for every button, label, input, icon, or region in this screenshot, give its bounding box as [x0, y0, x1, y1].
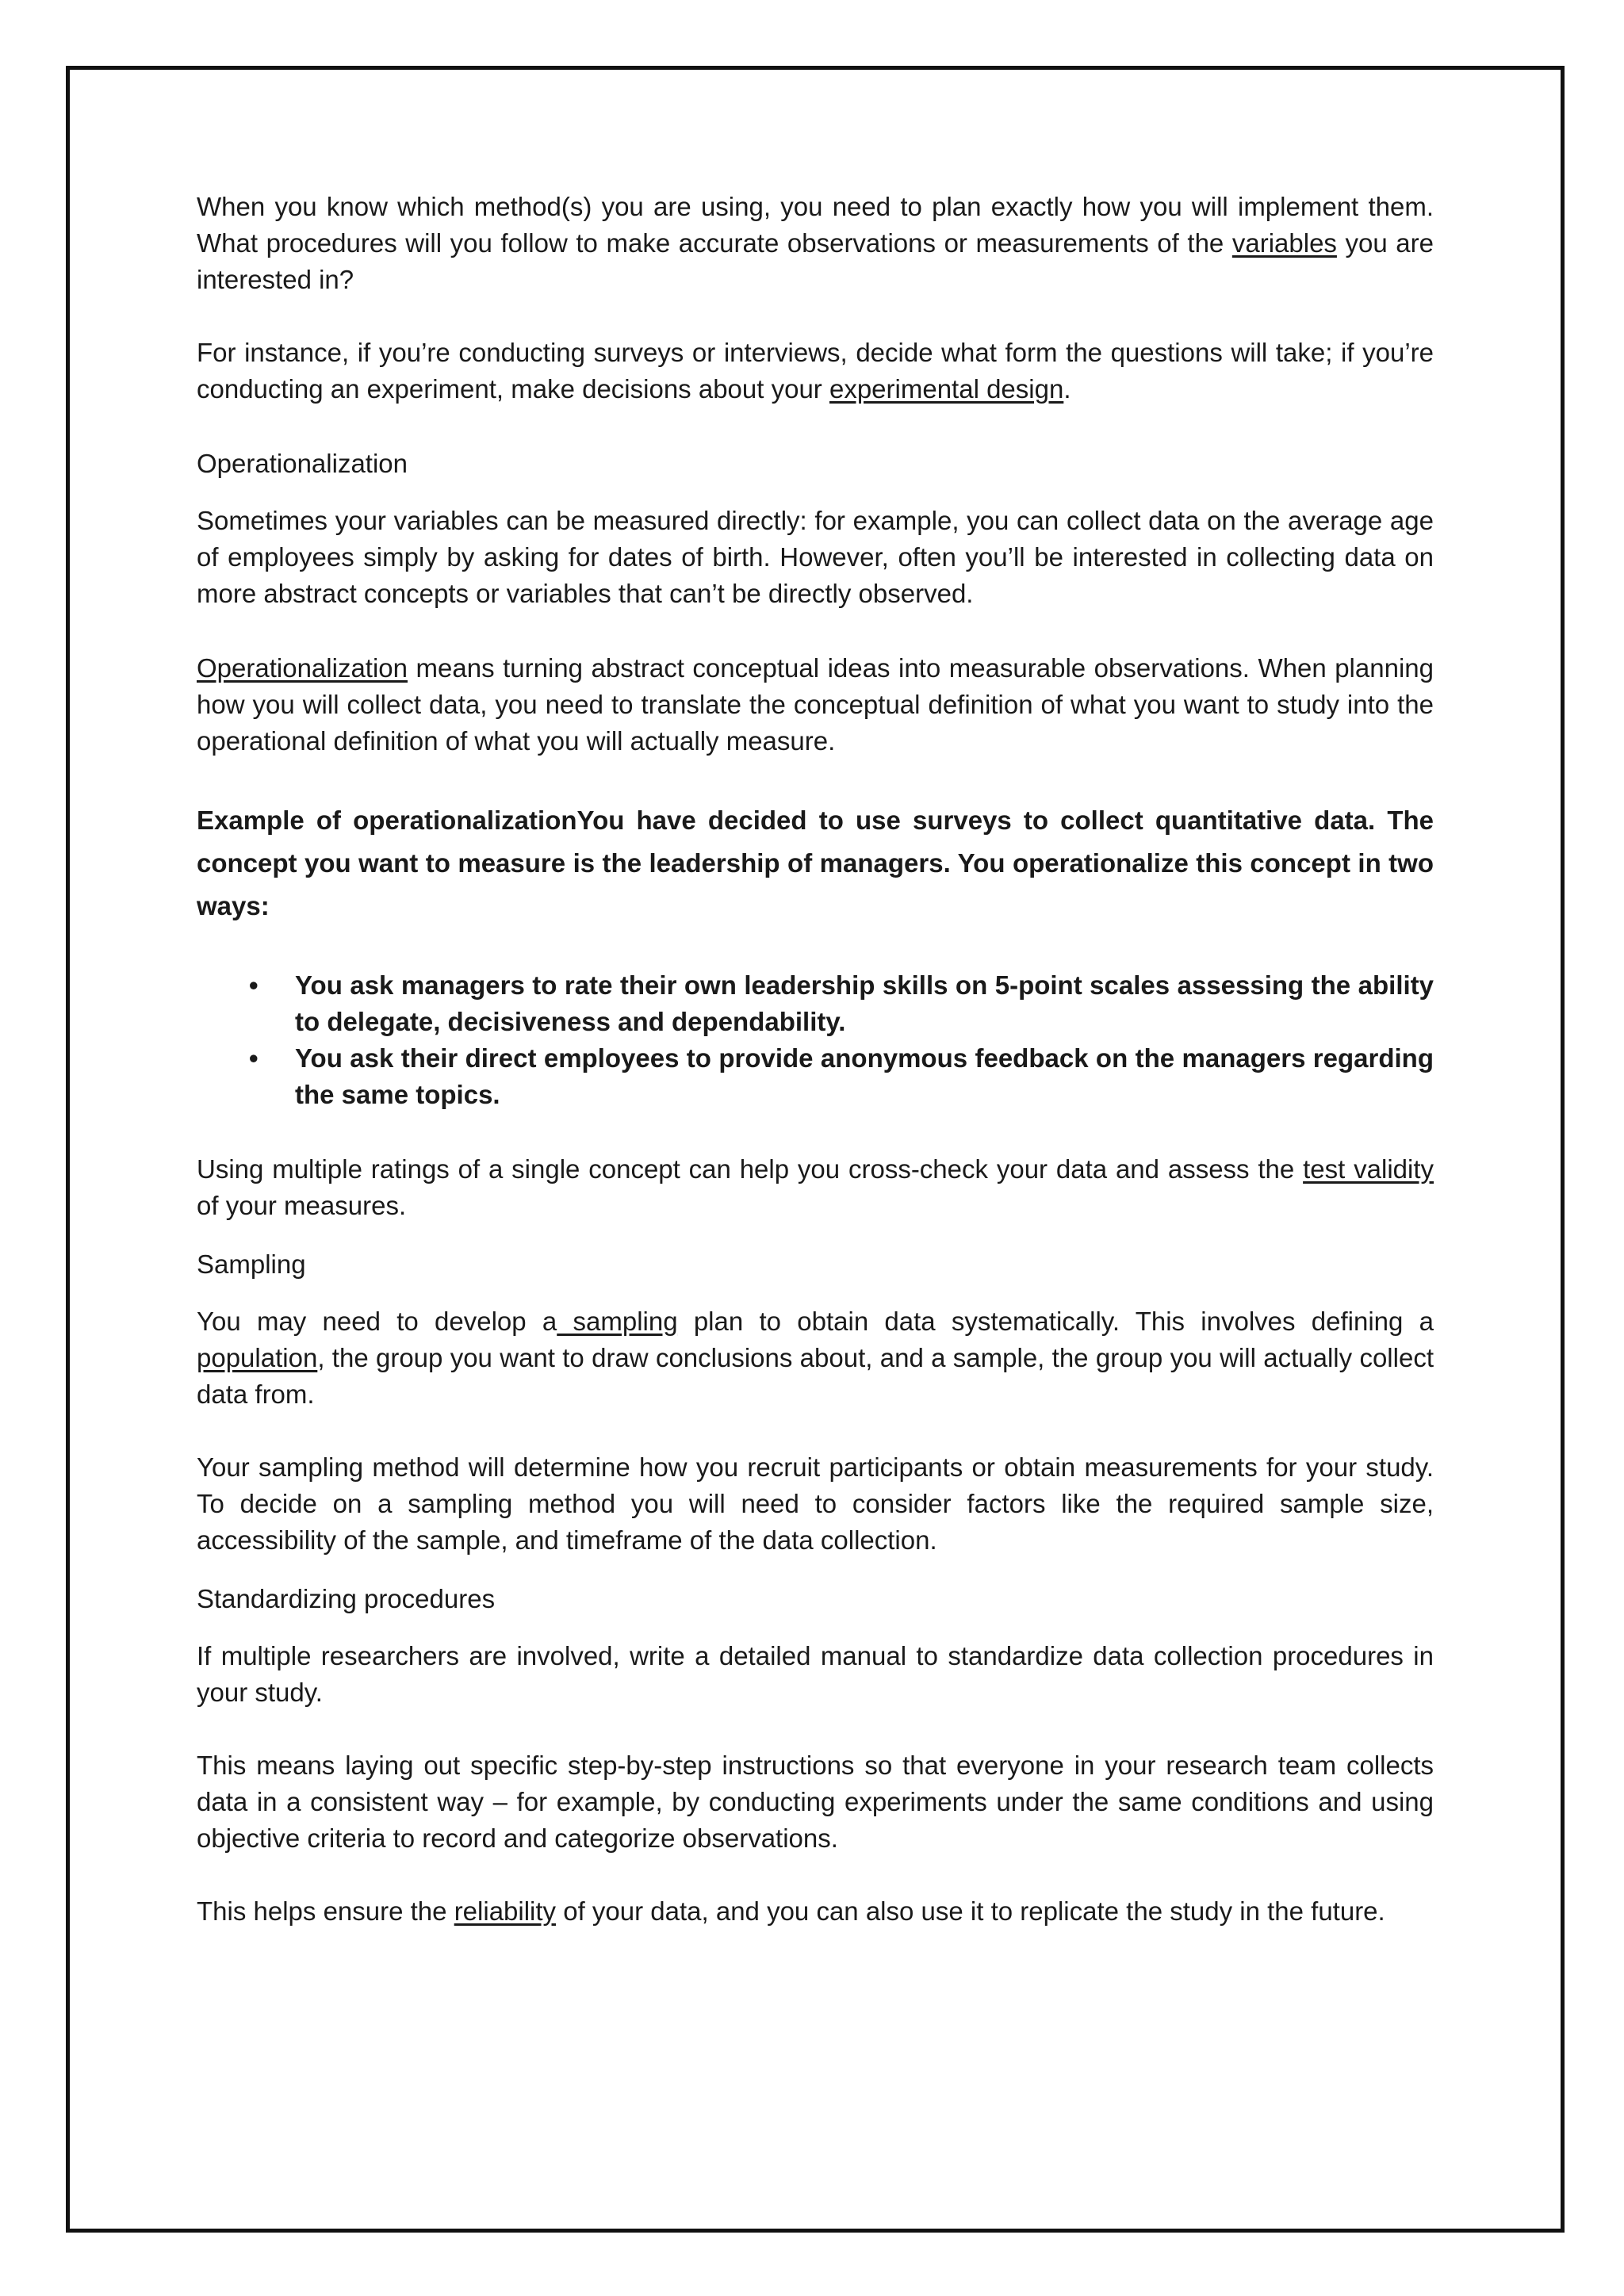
text-span: . — [1063, 374, 1071, 404]
text-span: When you know which method(s) you are using, you need to plan exactly how you will implement them. What procedures will you follow to make accurate observations or measurements of the — [197, 192, 1434, 258]
text-span: of your measures. — [197, 1191, 407, 1220]
list-item — [197, 967, 1434, 1040]
text-span: means turning abstract conceptual ideas into measurable observations. When planning how you will collect data, you need to translate the conceptual definition of what you want to study into the operational definition of what you will actually measure. — [197, 653, 1434, 756]
bullet-icon: • — [249, 1043, 259, 1073]
list-item — [197, 1040, 1434, 1113]
paragraph-intro-2 — [197, 335, 1434, 408]
text-span: , the group you want to draw conclusions about, and a sample, the group you will actually collect data from. — [197, 1343, 1434, 1409]
section-heading-sampling: Sampling — [197, 1249, 306, 1279]
document-body — [197, 189, 1434, 1930]
bullet-text: You ask their direct employees to provide anonymous feedback on the managers regarding the same topics. — [295, 1043, 1434, 1109]
text-span: This helps ensure the — [197, 1896, 454, 1926]
paragraph-standardizing-3 — [197, 1893, 1434, 1930]
link-population[interactable]: population — [197, 1343, 318, 1372]
paragraph-operationalization-1: Sometimes your variables can be measured directly: for example, you can collect data on the average age of employees simply by asking for dates of birth. However, often you’ll be interested in collecting data on more abstract concepts or variables that can’t be directly observed. — [197, 506, 1434, 608]
link-operationalization[interactable]: Operationalization — [197, 653, 408, 683]
example-bullet-list — [197, 967, 1434, 1113]
paragraph-example: Example of operationalizationYou have decided to use surveys to collect quantitative data. The concept you want to measure is the leadership of managers. You operationalize this concept in two ways: — [197, 806, 1434, 920]
text-span: of your data, and you can also use it to replicate the study in the future. — [556, 1896, 1385, 1926]
paragraph-sampling-1 — [197, 1303, 1434, 1413]
paragraph-sampling-2: Your sampling method will determine how you recruit participants or obtain measurements for your study. To decide on a sampling method you will need to consider factors like the required sample size, accessibility of the sample, and timeframe of the data collection. — [197, 1452, 1434, 1555]
paragraph-intro-1 — [197, 189, 1434, 298]
text-span: you are interested in? — [197, 228, 1434, 294]
link-experimental-design[interactable]: experimental design — [829, 374, 1064, 404]
section-heading-standardizing: Standardizing procedures — [197, 1584, 496, 1613]
link-reliability[interactable]: reliability — [454, 1896, 557, 1926]
bullet-text: You ask managers to rate their own leadership skills on 5-point scales assessing the ability to delegate, decisiveness and dependability. — [295, 970, 1434, 1036]
paragraph-operationalization-2 — [197, 650, 1434, 760]
paragraph-standardizing-1: If multiple researchers are involved, write a detailed manual to standardize data collection procedures in your study. — [197, 1641, 1434, 1707]
text-span: For instance, if you’re conducting surveys or interviews, decide what form the questions will take; if you’re conducting an experiment, make decisions about your — [197, 338, 1434, 404]
text-span: You may need to develop a — [197, 1307, 557, 1336]
paragraph-standardizing-2: This means laying out specific step-by-step instructions so that everyone in your research team collects data in a consistent way – for example, by conducting experiments under the same conditions and using objective criteria to record and categorize observations. — [197, 1751, 1434, 1853]
link-variables[interactable]: variables — [1231, 228, 1337, 258]
link-sampling[interactable]: sampling — [557, 1307, 678, 1336]
text-span: Using multiple ratings of a single concept can help you cross-check your data and assess the — [197, 1154, 1304, 1184]
paragraph-operationalization-3 — [197, 1151, 1434, 1224]
link-test-validity[interactable]: test validity — [1303, 1154, 1434, 1184]
text-span: plan to obtain data systematically. This involves defining a — [677, 1307, 1434, 1336]
bullet-icon: • — [249, 970, 259, 1000]
section-heading-operationalization: Operationalization — [197, 449, 408, 478]
